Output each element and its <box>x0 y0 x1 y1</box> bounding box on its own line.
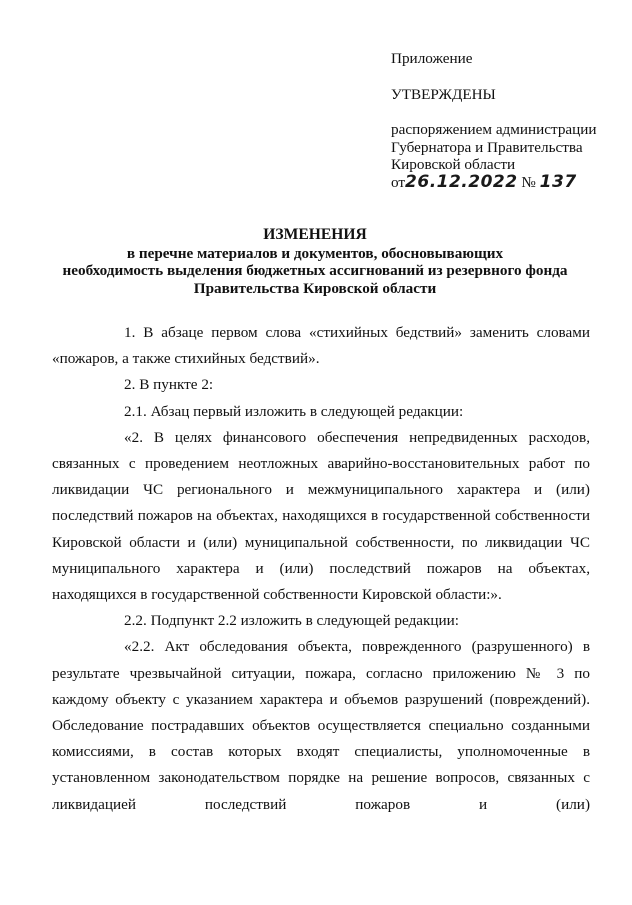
approval-line-3: Кировской области <box>391 156 516 173</box>
document-heading <box>60 226 570 297</box>
heading-title: ИЗМЕНЕНИЯ <box>263 226 367 243</box>
approval-line-1: распоряжением администрации <box>391 121 597 138</box>
approval-block <box>391 50 626 191</box>
number-prefix: № <box>521 173 536 191</box>
approval-date-line <box>391 171 626 192</box>
appendix-label: Приложение <box>391 50 473 67</box>
paragraph-2: 2. В пункте 2: <box>124 376 214 394</box>
paragraph-5: 2.2. Подпункт 2.2 изложить в следующей редакции: <box>124 612 460 630</box>
heading-line-3: Правительства Кировской области <box>193 279 437 297</box>
approved-label: УТВЕРЖДЕНЫ <box>391 85 496 103</box>
heading-line-2: необходимость выделения бюджетных ассигнований из резервного фонда <box>62 262 568 279</box>
paragraph-1: 1. В абзаце первом слова «стихийных бедствий» заменить словами «пожаров, а также стихийных бедствий». <box>52 324 590 368</box>
handwritten-number: 137 <box>539 171 577 192</box>
heading-line-1: в перечне материалов и документов, обосновывающих <box>126 244 504 262</box>
date-prefix: от <box>391 173 406 191</box>
handwritten-date: 26.12.2022 <box>405 171 518 192</box>
paragraph-4: «2. В целях финансового обеспечения непредвиденных расходов, связанных с проведением неотложных аварийно-восстановительных работ по ликвидации ЧС регионального и межмуниципального характера и (или) последствий пожаров на объектах, находящихся в государственной собственности Кировской области и (или) муниципальной собственности, по ликвидации ЧС муниципального характера и (или) последствий пожаров на объектах, находящихся в государственной собственности Кировской области:». <box>52 428 590 604</box>
approval-line-2: Губернатора и Правительства <box>391 138 583 156</box>
paragraph-6: «2.2. Акт обследования объекта, поврежденного (разрушенного) в результате чрезвычайной ситуации, пожара, согласно приложению № 3 по каждому объекту с указанием характера и объемов разрушений (повреждений). Обследование пострадавших объектов осуществляется специально созданными комиссиями, в состав которых входят специалисты, уполномоченные в установленном законодательством порядке на решение вопросов, связанных с ликвидацией последствий пожаров и (или) <box>52 638 590 813</box>
document-body <box>52 320 590 818</box>
paragraph-3: 2.1. Абзац первый изложить в следующей редакции: <box>124 402 464 420</box>
